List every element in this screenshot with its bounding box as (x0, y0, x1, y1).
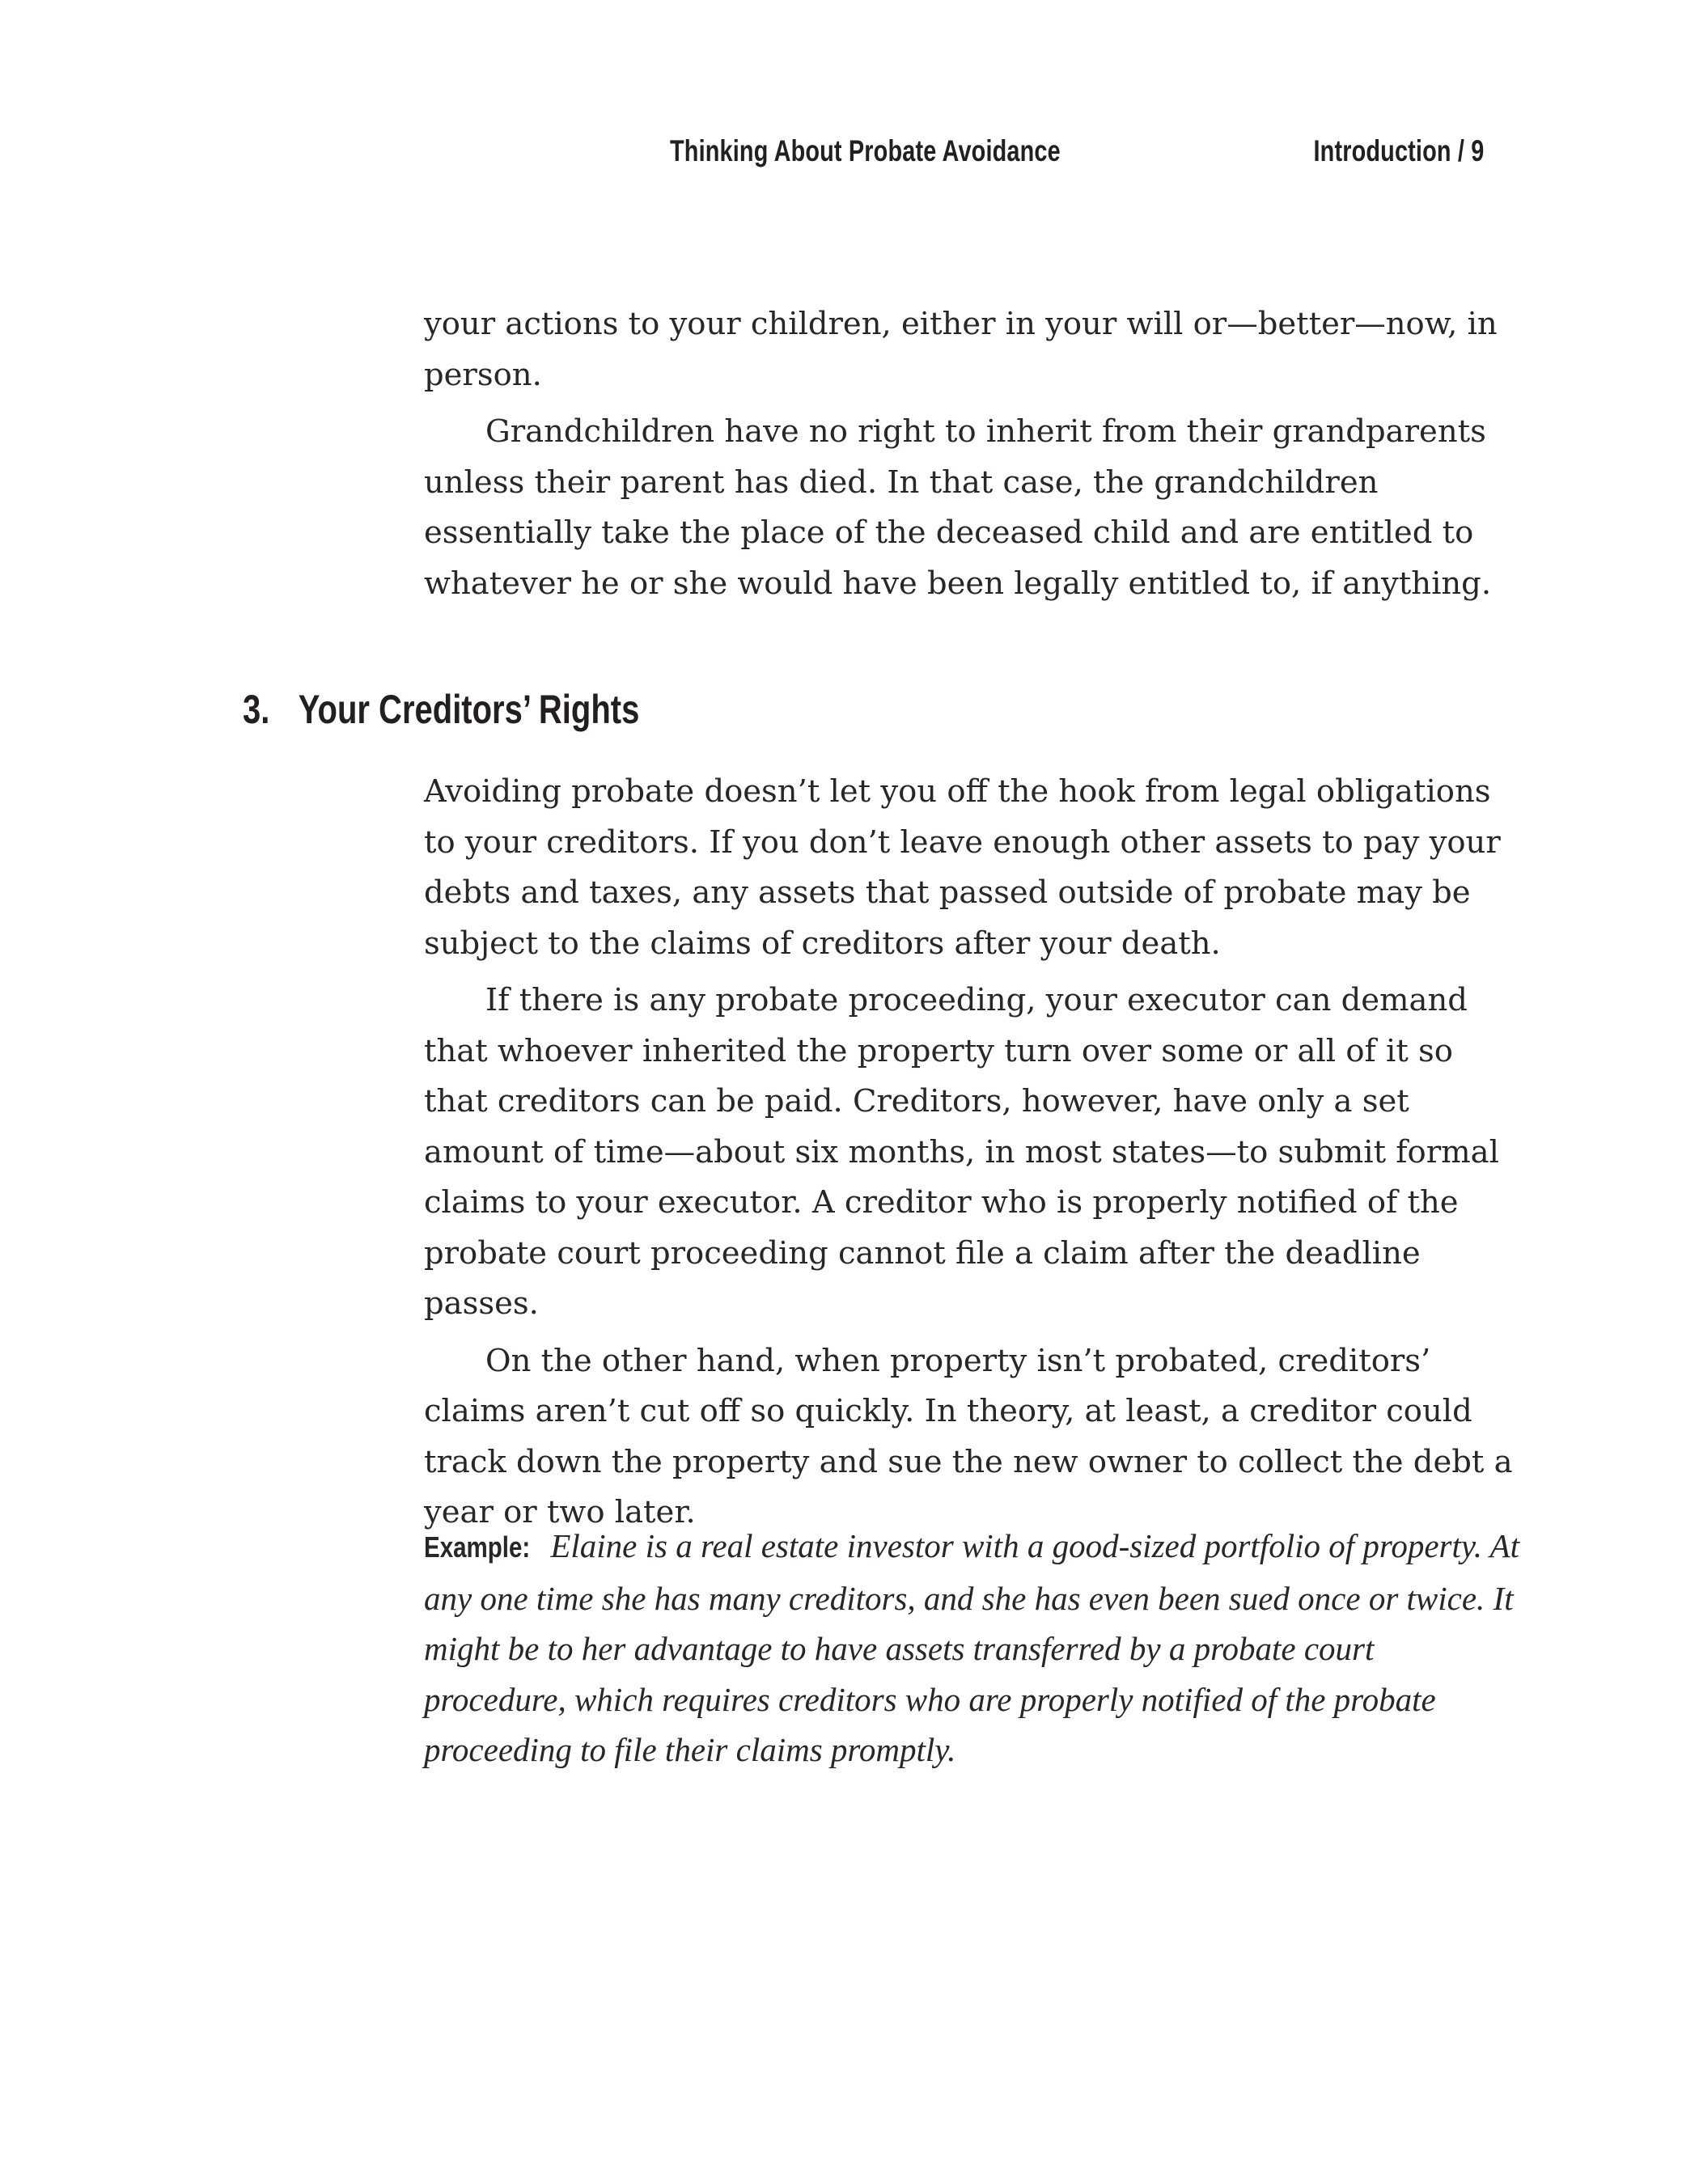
paragraph: If there is any probate proceeding, your executor can demand that whoever inherited the property turn over some or all of it so that creditors can be paid. Creditors, however, have only a set amount of time—about six months, in most states—to submit formal claims to your executor. A creditor who is properly notified of the probate court proceeding cannot file a claim after the deadline passes. (424, 982, 1499, 1322)
section-heading (243, 686, 639, 733)
example-text: Elaine is a real estate investor with a good-sized portfolio of property. At any one time she has many creditors, and she has even been sued once or twice. It might be to her advantage to have assets transferred by a probate court procedure, which requires creditors who are properly notified of the probate proceeding to file their claims promptly. (424, 1527, 1519, 1768)
section-body (424, 767, 1518, 1539)
example-label: Example: (424, 1530, 531, 1564)
paragraph: Grandchildren have no right to inherit from their grandparents unless their parent has died. In that case, the grandchildren essentially take the place of the deceased child and are entitled to whatever he or she would have been legally entitled to, if anything. (424, 413, 1492, 602)
running-head-title: Thinking About Probate Avoidance (670, 134, 1061, 167)
running-head-folio: Introduction / 9 (1313, 134, 1484, 167)
section-title: Your Creditors’ Rights (298, 687, 640, 732)
paragraph: your actions to your children, either in your will or—better—now, in person. (424, 306, 1498, 393)
paragraph: Avoiding probate doesn’t let you off the hook from legal obligations to your creditors. If you don’t leave enough other assets to pay your debts and taxes, any assets that passed outside of probate may be subject to the claims of creditors after your death. (424, 773, 1501, 962)
paragraph: On the other hand, when property isn’t probated, creditors’ claims aren’t cut off so quickly. In theory, at least, a creditor could track down the property and sue the new owner to collect the debt a year or two later. (424, 1342, 1513, 1530)
example-block (424, 1521, 1524, 1776)
intro-text (424, 299, 1518, 609)
section-number: 3. (243, 687, 270, 732)
